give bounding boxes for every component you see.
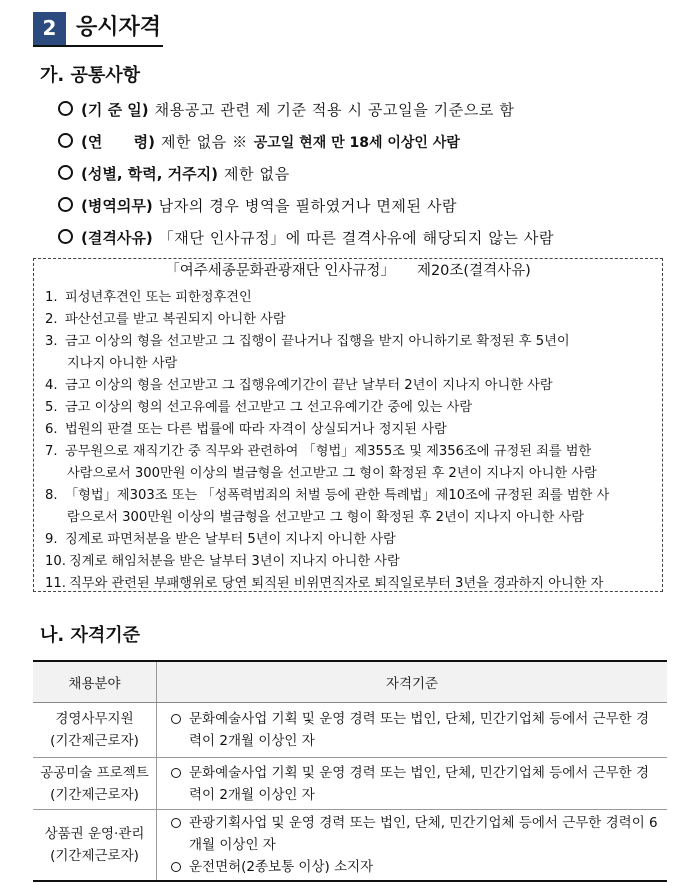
field-cell: 공공미술 프로젝트 (기간제근로자) (33, 758, 157, 810)
field-cell: 경영사무지원 (기간제근로자) (33, 703, 157, 758)
bullet-circle-icon (58, 165, 73, 180)
common-item-disqualification (58, 225, 554, 251)
column-header-criteria: 자격기준 (157, 661, 668, 703)
item-label: (병역의무) (81, 197, 153, 215)
regulation-line: 5. 금고 이상의 형의 선고유예를 선고받고 그 선고유예기간 중에 있는 사람 (45, 400, 473, 415)
regulation-line-continued: 사람으로서 300만원 이상의 벌금형을 선고받고 그 형이 확정된 후 2년이 지나지 아니한 사람 (67, 466, 597, 481)
regulation-line: 4. 금고 이상의 형을 선고받고 그 집행유예기간이 끝난 날부터 2년이 지나지 아니한 사람 (45, 378, 553, 393)
criteria-cell (157, 703, 668, 758)
field-cell: 상품권 운영·관리 (기간제근로자) (33, 810, 157, 882)
table-row (33, 758, 667, 810)
bullet-circle-icon (171, 862, 181, 872)
regulation-line: 7. 공무원으로 재직기간 중 직무와 관련하여 「형법」제355조 및 제356조에 규정된 죄를 범한 (45, 444, 592, 459)
regulation-line: 3. 금고 이상의 형을 선고받고 그 집행이 끝나거나 집행을 받지 아니하기로 확정된 후 5년이 (45, 334, 570, 349)
bullet-circle-icon (58, 229, 73, 244)
item-text: 「재단 인사규정」에 따른 결격사유에 해당되지 않는 사람 (158, 229, 555, 247)
regulation-name: 「여주세종문화관광재단 인사규정」 (165, 263, 395, 279)
item-label: (성별, 학력, 거주지) (81, 165, 218, 183)
regulation-line: 10. 징계로 해임처분을 받은 날부터 3년이 지나지 아니한 사람 (45, 554, 400, 569)
common-item-age (58, 129, 460, 155)
regulation-line-continued: 람으로서 300만원 이상의 벌금형을 선고받고 그 형이 확정된 후 2년이 지나지 아니한 사람 (67, 510, 584, 525)
criteria-cell (157, 758, 668, 810)
bullet-circle-icon (171, 768, 181, 778)
common-item-gender-education-residence (58, 161, 290, 187)
item-label: (기 준 일) (81, 101, 149, 119)
table-header-row (33, 661, 667, 703)
qualification-table (33, 660, 667, 882)
regulation-line-continued: 지나지 아니한 사람 (67, 356, 178, 371)
regulation-line: 9. 징계로 파면처분을 받은 날부터 5년이 지나지 아니한 사람 (45, 532, 396, 547)
item-text: 채용공고 관련 제 기준 적용 시 공고일을 기준으로 함 (154, 101, 515, 119)
item-emphasis: 공고일 현재 만 18세 이상인 사람 (253, 135, 460, 151)
criteria-item: 관광기획사업 및 운영 경력 또는 법인, 단체, 민간기업체 등에서 근무한 경력이 6개월 이상인 자 (171, 812, 659, 856)
regulation-line: 6. 법원의 판결 또는 다른 법률에 따라 자격이 상실되거나 정지된 사람 (45, 422, 447, 437)
bullet-circle-icon (58, 101, 73, 116)
common-item-military (58, 193, 457, 219)
table-row (33, 810, 667, 882)
criteria-item: 문화예술사업 기획 및 운영 경력 또는 법인, 단체, 민간기업체 등에서 근무한 경력이 2개월 이상인 자 (171, 708, 659, 752)
bullet-circle-icon (171, 714, 181, 724)
item-text: 남자의 경우 병역을 필하였거나 면제된 사람 (158, 197, 458, 215)
regulation-box-title (33, 261, 663, 281)
section-number: 2 (33, 12, 66, 45)
section-title: 응시자격 (76, 15, 162, 40)
item-text: 제한 없음 ※ (161, 133, 248, 151)
regulation-line: 11. 직무와 관련된 부패행위로 당연 퇴직된 비위면직자로 퇴직일로부터 3년을 경과하지 아니한 자 (45, 576, 604, 591)
common-item-base-date (58, 97, 514, 123)
table-row (33, 703, 667, 758)
criteria-item: 문화예술사업 기획 및 운영 경력 또는 법인, 단체, 민간기업체 등에서 근무한 경력이 2개월 이상인 자 (171, 762, 659, 806)
regulation-line: 8. 「형법」제303조 또는 「성폭력범죄의 처벌 등에 관한 특례법」제10조에 규정된 죄를 범한 사 (45, 488, 610, 503)
bullet-circle-icon (58, 133, 73, 148)
item-label: (연 령) (81, 133, 156, 151)
regulation-article: 제20조(결격사유) (416, 263, 531, 279)
criteria-cell (157, 810, 668, 882)
regulation-line: 1. 피성년후견인 또는 피한정후견인 (45, 290, 252, 305)
item-text: 제한 없음 (223, 165, 290, 183)
item-label: (결격사유) (81, 229, 153, 247)
qualification-heading: 나. 자격기준 (40, 625, 141, 646)
criteria-item: 운전면허(2종보통 이상) 소지자 (171, 856, 659, 878)
bullet-circle-icon (171, 818, 181, 828)
section-underline (33, 45, 163, 47)
bullet-circle-icon (58, 197, 73, 212)
column-header-field: 채용분야 (33, 661, 157, 703)
regulation-line: 2. 파산선고를 받고 복권되지 아니한 사람 (45, 312, 286, 327)
common-heading: 가. 공통사항 (40, 65, 141, 86)
